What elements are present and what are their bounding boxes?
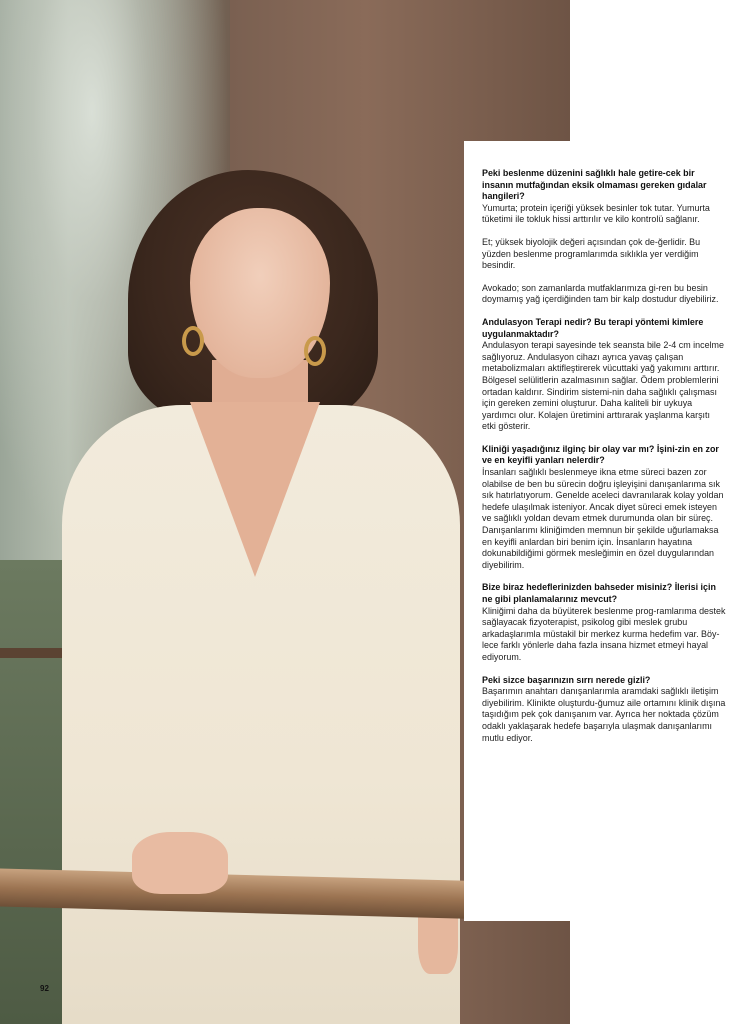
neckline <box>190 402 320 577</box>
answer-5: Başarımın anahtarı danışanlarımla aramdaki sağlıklı iletişim diyebilirim. Klinikte oluşturdu-ğumuz aile ortamını klinik dışına taşıdığım pek çok danışanım var. Ayrıca her noktada çözüm odaklı yaklaşarak hedefe başarıyla ulaşmak danışanlarımı mutlu ediyor. <box>482 686 726 743</box>
qa-block-4 <box>482 582 726 663</box>
earring-left <box>182 326 204 356</box>
answer-2: Andulasyon terapi sayesinde tek seansta bile 2-4 cm incelme sağlıyoruz. Andulasyon cihazı ayrıca yavaş çalışan metabolizmaları aktifleştirerek vücuttaki yağ yakımını arttırır. Bölgesel selülitlerin azalmasının sağlar. Ödem problemlerini ortadan kaldırır. Sindirim sistemi-nin daha sağlıklı çalışması için gereken zemini oluşturur. Daha kaliteli bir uykuya yardımcı olur. Kolajen üretimini arttırarak yaşlanma karşıtı etki gösterir. <box>482 340 724 432</box>
page-number: 92 <box>40 984 49 993</box>
answer-4: Kliniğimi daha da büyüterek beslenme prog-ramlarıma destek sağlayacak fizyoterapist, psikolog gibi meslek grubu arkadaşlarımla müstakil bir merkez kurma hedefim var. Böy-lece farklı yönlerle daha fazla insana hizmet etmeyi hayal ediyorum. <box>482 605 726 662</box>
answer-1-p1: Yumurta; protein içeriği yüksek besinler tok tutar. Yumurta tüketimi ile tokluk hissi arttırılır ve kilo kontrolü sağlanır. <box>482 202 710 225</box>
question-2: Andulasyon Terapi nedir? Bu terapi yöntemi kimlere uygulanmaktadır? <box>482 316 704 339</box>
question-1: Peki beslenme düzenini sağlıklı hale getire-cek bir insanın mutfağından eksik olmaması gereken gıdalar hangileri? <box>482 168 707 202</box>
qa-block-1 <box>482 168 726 226</box>
answer-3: İnsanları sağlıklı beslenmeye ikna etme süreci bazen zor olabilse de ben bu sürecin doğru işleyişini danışanlarıma sık sık hatırlatıyorum. Genelde aceleci davranılarak kolay yoldan hedefe ulaşılmak isteniyor. Ancak diyet süreci emek isteyen ve sağlıklı yoldan devam etmek durumunda olan bir süreç. Danışanlarımı kliniğimden memnun bir şekilde uğurlamaksa en keyifli anlardan biri benim için. İnsanların hayatına dokunabildiğimi görmek mesleğimin en özel duygularından diyebilirim. <box>482 467 724 570</box>
question-5: Peki sizce başarınızın sırrı nerede gizli? <box>482 674 651 685</box>
question-3: Kliniği yaşadığınız ilginç bir olay var mı? İşini-zin en zor ve en keyifli yanları nelerdir? <box>482 443 719 466</box>
earring-right <box>304 336 326 366</box>
interview-text-column <box>464 141 736 921</box>
qa-block-2 <box>482 317 726 433</box>
question-4: Bize biraz hedeflerinizden bahseder misiniz? İlerisi için ne gibi planlamalarınız mevcut? <box>482 582 716 604</box>
qa-block-3 <box>482 444 726 572</box>
qa-block-5 <box>482 675 726 745</box>
hand-on-rail <box>132 832 228 894</box>
answer-1-p3: Avokado; son zamanlarda mutfaklarımıza gi-ren bu besin doymamış yağ içerdiğinden tam bir kalp dostudur diyebiliriz. <box>482 282 719 305</box>
answer-1-p2: Et; yüksek biyolojik değeri açısından çok de-ğerlidir. Bu yüzden beslenme programlarımda sıklıkla yer verdiğim besindir. <box>482 236 701 271</box>
